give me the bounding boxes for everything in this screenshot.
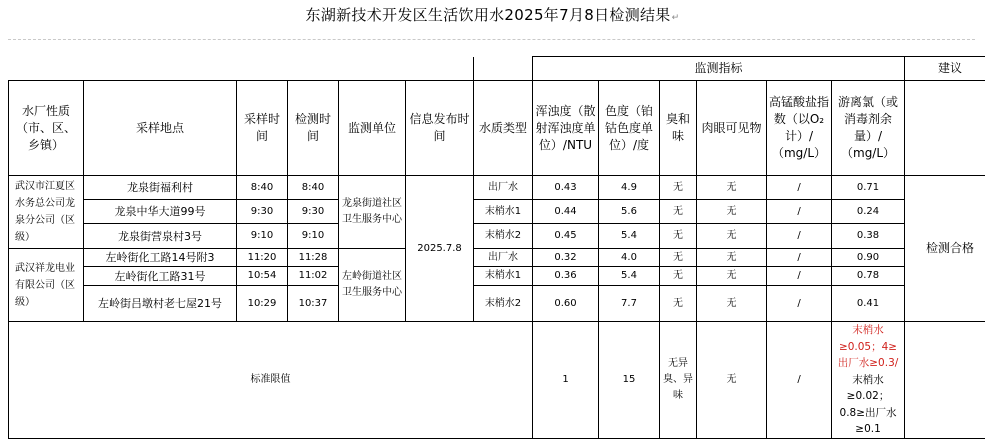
site-cell: 左岭街吕墩村老七屋21号 (84, 286, 237, 322)
color-cell: 7.7 (599, 286, 660, 322)
test-time-cell: 10:37 (288, 286, 339, 322)
advice-header: 建议 (905, 57, 985, 81)
plant-type-header: 水厂性质（市、区、乡镇） (9, 81, 84, 176)
water-type-cell: 末梢水2 (474, 224, 533, 249)
water-type-header: 水质类型 (474, 81, 533, 176)
odor-header: 臭和味 (660, 81, 697, 176)
test-time-cell: 9:10 (288, 224, 339, 249)
limit-permanganate: / (767, 322, 832, 439)
plant-name: 武汉市江夏区水务总公司龙泉分公司（区级） (9, 176, 84, 249)
chlorine-header: 游离氯（或消毒剂余量）/（mg/L） (832, 81, 905, 176)
table-row (9, 200, 985, 224)
chlorine-cell: 0.24 (832, 200, 905, 224)
visible-cell: 无 (697, 249, 767, 267)
site-cell: 龙泉街福利村 (84, 176, 237, 200)
header-blank (9, 57, 474, 81)
visible-cell: 无 (697, 286, 767, 322)
test-time-cell: 8:40 (288, 176, 339, 200)
turbidity-cell: 0.60 (533, 286, 599, 322)
turbidity-header: 浑浊度（散射浑浊度单位）/NTU (533, 81, 599, 176)
chlorine-cell: 0.90 (832, 249, 905, 267)
limit-chlorine (832, 322, 905, 439)
visible-cell: 无 (697, 267, 767, 286)
odor-cell: 无 (660, 286, 697, 322)
test-time-cell: 11:02 (288, 267, 339, 286)
limit-odor: 无异臭、异味 (660, 322, 697, 439)
table-row (9, 249, 985, 267)
site-cell: 龙泉中华大道99号 (84, 200, 237, 224)
test-time-cell: 9:30 (288, 200, 339, 224)
chlorine-cell: 0.41 (832, 286, 905, 322)
table-row (9, 176, 985, 200)
water-type-cell: 末梢水1 (474, 200, 533, 224)
permanganate-cell: / (767, 267, 832, 286)
visible-cell: 无 (697, 200, 767, 224)
odor-cell: 无 (660, 200, 697, 224)
publish-time-header: 信息发布时间 (406, 81, 474, 176)
turbidity-cell: 0.32 (533, 249, 599, 267)
site-header: 采样地点 (84, 81, 237, 176)
sample-time-header: 采样时间 (237, 81, 288, 176)
sample-time-cell: 10:54 (237, 267, 288, 286)
limits-label: 标准限值 (9, 322, 533, 439)
unit-header: 监测单位 (339, 81, 406, 176)
color-cell: 5.6 (599, 200, 660, 224)
limit-visible: 无 (697, 322, 767, 439)
turbidity-cell: 0.45 (533, 224, 599, 249)
empty-spacer-row (8, 39, 975, 57)
sample-time-cell: 9:30 (237, 200, 288, 224)
sample-time-cell: 8:40 (237, 176, 288, 200)
sample-time-cell: 10:29 (237, 286, 288, 322)
visible-cell: 无 (697, 224, 767, 249)
turbidity-cell: 0.43 (533, 176, 599, 200)
permanganate-header: 高锰酸盐指数（以O₂计）/（mg/L） (767, 81, 832, 176)
header-blank-type (474, 57, 533, 81)
water-type-cell: 末梢水1 (474, 267, 533, 286)
turbidity-cell: 0.44 (533, 200, 599, 224)
monitoring-unit: 左岭街道社区卫生服务中心 (339, 249, 406, 322)
permanganate-cell: / (767, 200, 832, 224)
permanganate-cell: / (767, 176, 832, 200)
test-time-cell: 11:28 (288, 249, 339, 267)
chlorine-cell: 0.38 (832, 224, 905, 249)
turbidity-cell: 0.36 (533, 267, 599, 286)
chlorine-cell: 0.71 (832, 176, 905, 200)
publish-date: 2025.7.8 (406, 176, 474, 322)
chlorine-cell: 0.78 (832, 267, 905, 286)
water-type-cell: 出厂水 (474, 249, 533, 267)
odor-cell: 无 (660, 249, 697, 267)
water-type-cell: 末梢水2 (474, 286, 533, 322)
indicators-group-header: 监测指标 (533, 57, 905, 81)
site-cell: 左岭街化工路14号附3 (84, 249, 237, 267)
limits-advice-blank (905, 322, 985, 439)
limit-chlorine-red: 末梢水≥0.05；4≥出厂水≥0.3/ (837, 324, 899, 369)
advice-spacer (905, 81, 985, 176)
monitoring-unit: 龙泉街道社区卫生服务中心 (339, 176, 406, 249)
page-title: 东湖新技术开发区生活饮用水2025年7月8日检测结果↵ (305, 6, 680, 24)
visible-cell: 无 (697, 176, 767, 200)
visible-header: 肉眼可见物 (697, 81, 767, 176)
permanganate-cell: / (767, 249, 832, 267)
table-row (9, 286, 985, 322)
sample-time-cell: 11:20 (237, 249, 288, 267)
table-row (9, 224, 985, 249)
permanganate-cell: / (767, 224, 832, 249)
site-cell: 龙泉街营泉村3号 (84, 224, 237, 249)
limit-turbidity: 1 (533, 322, 599, 439)
plant-name: 武汉祥龙电业有限公司（区级） (9, 249, 84, 322)
table-row (9, 267, 985, 286)
odor-cell: 无 (660, 176, 697, 200)
permanganate-cell: / (767, 286, 832, 322)
color-cell: 4.0 (599, 249, 660, 267)
color-cell: 5.4 (599, 224, 660, 249)
color-cell: 5.4 (599, 267, 660, 286)
limit-chlorine-black: 末梢水≥0.02；0.8≥出厂水≥0.1 (839, 373, 897, 435)
sample-time-cell: 9:10 (237, 224, 288, 249)
odor-cell: 无 (660, 224, 697, 249)
limit-color: 15 (599, 322, 660, 439)
limits-row (9, 322, 985, 439)
site-cell: 左岭街化工路31号 (84, 267, 237, 286)
color-header: 色度（铂钴色度单位）/度 (599, 81, 660, 176)
odor-cell: 无 (660, 267, 697, 286)
water-type-cell: 出厂水 (474, 176, 533, 200)
results-table (8, 56, 985, 439)
advice-value: 检测合格 (905, 176, 985, 322)
test-time-header: 检测时间 (288, 81, 339, 176)
color-cell: 4.9 (599, 176, 660, 200)
